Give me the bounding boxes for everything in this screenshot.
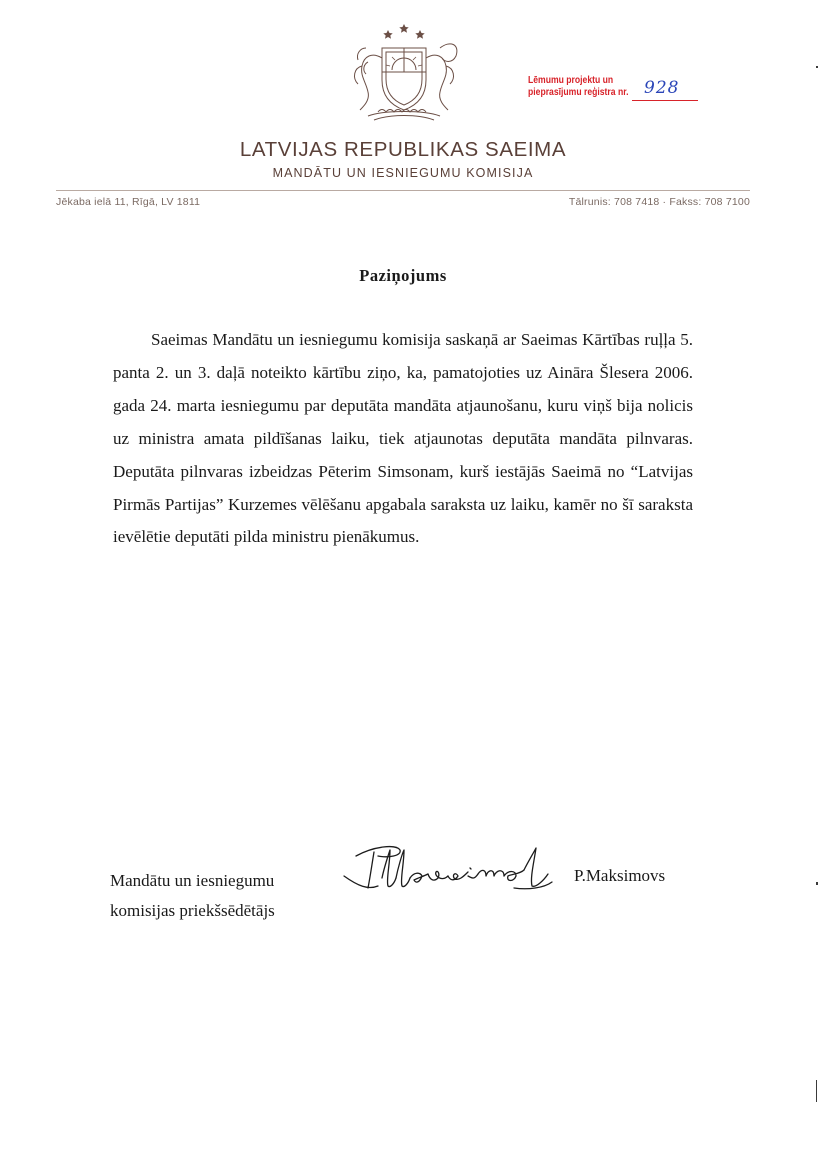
signatory-role-line2: komisijas priekšsēdētājs bbox=[110, 901, 275, 920]
stamp-label-line2: pieprasījumu reģistra nr. bbox=[528, 86, 629, 98]
stamp-label-line1: Lēmumu projektu un bbox=[528, 74, 614, 86]
signatory-role-line1: Mandātu un iesniegumu bbox=[110, 871, 275, 890]
scan-edge-mark bbox=[816, 882, 818, 885]
document-title: Paziņojums bbox=[359, 266, 447, 285]
handwritten-signature bbox=[338, 838, 566, 908]
address: Jēkaba ielā 11, Rīgā, LV 1811 bbox=[56, 196, 201, 208]
signatory-name: P.Maksimovs bbox=[574, 866, 666, 885]
institution-name: LATVIJAS REPUBLIKAS SAEIMA bbox=[239, 138, 567, 161]
committee-name: MANDĀTU UN IESNIEGUMU KOMISIJA bbox=[272, 166, 534, 180]
announcement-body: Saeimas Mandātu un iesniegumu komisija saskaņā ar Saeimas Kārtības ruļļa 5. panta 2. un 3. daļā noteikto kārtību ziņo, ka, pamatojoties uz Aināra Šlesera 2006. gada 24. marta iesniegumu par deputāta mandāta atjaunošanu, kuru viņš bija nolicis uz ministra amata pildīšanas laiku, tiek atjaunotas deputāta mandāta pilnvaras. Deputāta pilnvaras izbeidzas Pēterim Simsonam, kurš iestājās Saeimā no “Latvijas Pirmās Partijas” Kurzemes vēlēšanu apgabala saraksta uz laiku, kamēr no šī saraksta ievēlētie deputāti pilda ministru pienākumus. bbox=[113, 330, 693, 547]
contact-numbers: Tālrunis: 708 7418 · Fakss: 708 7100 bbox=[568, 196, 750, 208]
scan-edge-mark bbox=[816, 1080, 817, 1102]
register-number: 928 bbox=[644, 78, 680, 98]
letterhead-divider bbox=[56, 190, 750, 191]
signatory-role bbox=[110, 866, 330, 926]
stamp-number-line bbox=[632, 100, 698, 101]
latvia-coat-of-arms-icon bbox=[338, 18, 470, 128]
scan-edge-mark bbox=[816, 66, 818, 68]
register-stamp bbox=[528, 74, 698, 114]
